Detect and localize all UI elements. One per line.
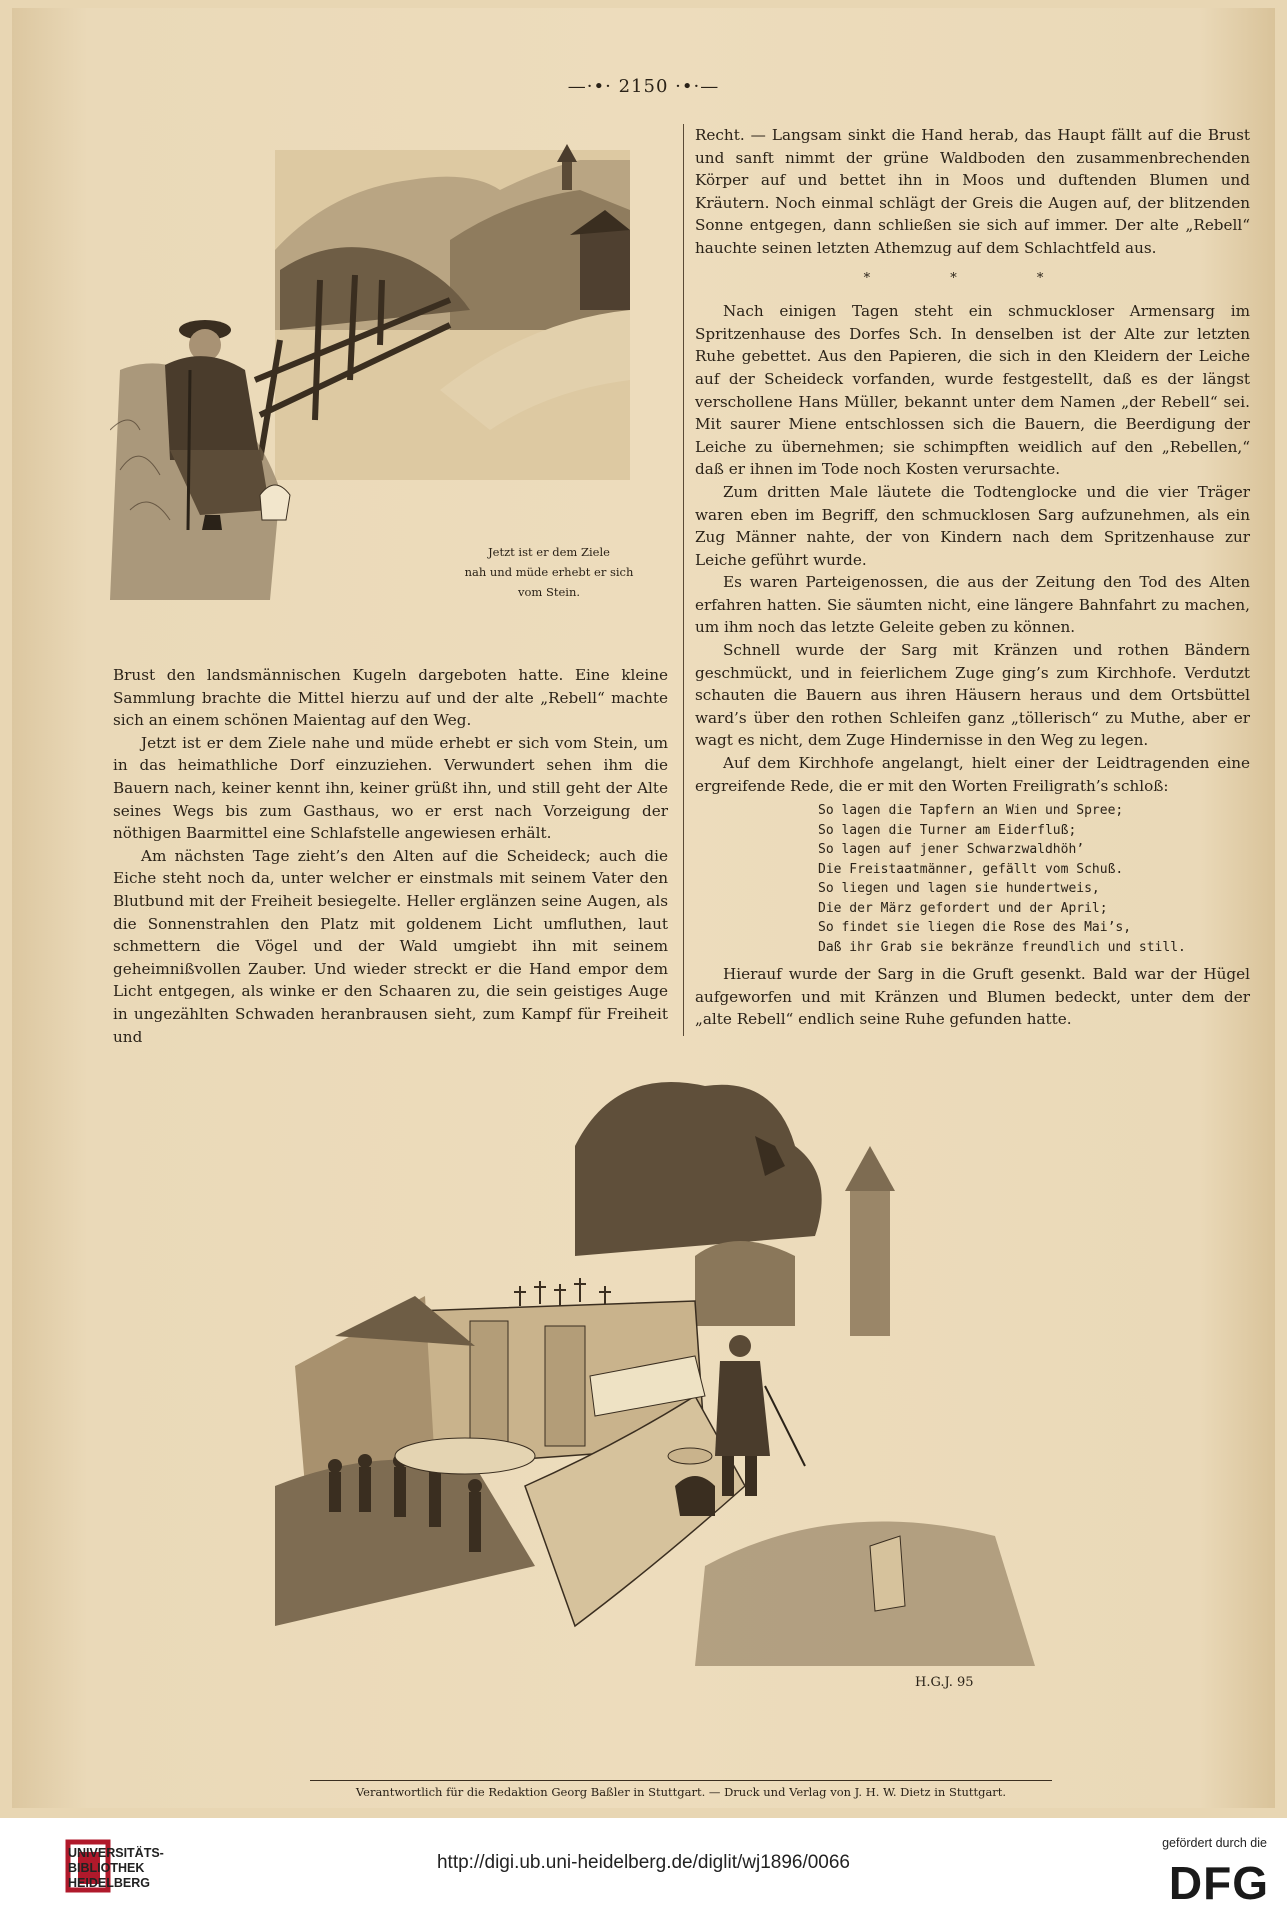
caption-line: Jetzt ist er dem Ziele [488, 545, 610, 559]
poem-line: Die Freistaatmänner, gefällt vom Schuß. [818, 861, 1124, 877]
paragraph: Hierauf wurde der Sarg in die Gruft gesenkt. Bald war der Hügel aufgeworfen und mit Kränzen und Blumen bedeckt, unter dem der „alte Rebell“ endlich seine Ruhe gefunden hatte. [695, 965, 1250, 1029]
column-divider [683, 124, 684, 1036]
poem-line: So findet sie liegen die Rose des Mai’s, [818, 920, 1132, 936]
caption-line: vom Stein. [517, 585, 581, 599]
digitization-url[interactable]: http://digi.ub.uni-heidelberg.de/diglit/wj1896/0066 [436, 1852, 851, 1873]
footer-imprint: Verantwortlich für die Redaktion Georg Baßler in Stuttgart. — Druck und Verlag von J. H. W. Dietz in Stuttgart. [310, 1780, 1052, 1799]
section-stars: * * * [863, 270, 1082, 286]
artist-signature: H.G.J. 95 [915, 1675, 974, 1690]
gate-pillar [470, 1321, 508, 1451]
library-line: HEIDELBERG [68, 1876, 150, 1890]
left-column [113, 664, 668, 1048]
caption-line: nah und müde erhebt er sich [464, 565, 634, 579]
grave-plants [695, 1521, 1035, 1666]
illustration-caption [460, 542, 638, 602]
poem [695, 801, 1250, 957]
large-tree [575, 1082, 822, 1256]
arches [695, 1241, 795, 1326]
poem-line: Die der März gefordert und der April; [818, 900, 1108, 916]
paragraph: Es waren Parteigenossen, die aus der Zeitung den Tod des Alten erfahren hatten. Sie säumten nicht, eine längere Bahnfahrt zu machen, um ihm noch das letzte Geleite geben zu können. [695, 573, 1250, 637]
funding-label: gefördert durch die [1162, 1836, 1267, 1850]
library-line: UNIVERSITÄTS- [68, 1846, 164, 1860]
poem-line: Daß ihr Grab sie bekränze freundlich und still. [818, 939, 1186, 955]
grave-marker [870, 1536, 905, 1611]
poem-line: So lagen auf jener Schwarzwaldhöh’ [818, 842, 1085, 858]
poem-line: So lagen die Tapfern an Wien und Spree; [818, 803, 1124, 819]
illustration-funeral-procession [275, 1066, 1055, 1706]
grave-crosses [514, 1278, 611, 1306]
church-ruin [850, 1186, 890, 1336]
basin [668, 1448, 712, 1464]
paragraph: Recht. — Langsam sinkt die Hand herab, das Haupt fällt auf die Brust und sanft nimmt der grüne Waldboden den zusammenbrechenden Körper auf und bettet ihn in Moos und duftenden Blumen und Kräutern. Noch einmal schlägt der Greis die Augen auf, der blitzenden Sonne entgegen, dann schließen sie sich auf immer. Der alte „Rebell“ hauchte seinen letzten Athemzug auf dem Schlachtfeld aus. [695, 126, 1250, 257]
paragraph: Zum dritten Male läutete die Todtenglocke und die vier Träger waren eben im Begriff, den schmucklosen Sarg aufzunehmen, als ein Zug Männer nahte, der von Kindern nach dem Spritzenhause zur Leiche geführt wurde. [695, 482, 1250, 569]
poem-line: So lagen die Turner am Eiderfluß; [818, 822, 1077, 838]
paragraph: Schnell wurde der Sarg mit Kränzen und rothen Bändern geschmückt, und in feierlichem Zuge ging’s zum Kirchhofe. Verdutzt schauten die Bauern aus ihren Häusern heraus und dem Ortsbüttel ward’s über den rothen Schleifen ganz „töllerisch“ zu Muthe, aber er wagt es nicht, dem Zuge Hindernisse in den Weg zu legen. [695, 641, 1250, 750]
gate-pillar [545, 1326, 585, 1446]
library-line: BIBLIOTHEK [68, 1861, 145, 1875]
paragraph: Brust den landsmännischen Kugeln dargeboten hatte. Eine kleine Sammlung brachte die Mittel hierzu auf und der alte „Rebell“ machte sich an einem schönen Maientag auf den Weg. [113, 666, 668, 730]
village-beadle [715, 1335, 805, 1496]
church-tower [562, 160, 572, 190]
dog [675, 1476, 715, 1516]
paragraph: Am nächsten Tage zieht’s den Alten auf die Scheideck; auch die Eiche steht noch da, unter welcher er einstmals mit seinem Vater den Blutbund mit der Freiheit besiegelte. Heller erglänzen seine Augen, als die Sonnenstrahlen den Platz mit goldenem Licht umfluthen, laut schmettern die Vögel und der Wald umgiebt ihn mit seinem geheimnißvollen Zauber. Und wieder streckt er die Hand empor dem Licht entgegen, als winke er den Schaaren zu, die sein geistiges Auge in ungezählten Schwaden heranbrausen sieht, zum Kampf für Freiheit und [113, 846, 668, 1046]
page-number: —·•· 2150 ·•·— [567, 76, 720, 97]
dfg-logo: DFG [1168, 1857, 1269, 1909]
paragraph: Auf dem Kirchhofe angelangt, hielt einer der Leidtragenden eine ergreifende Rede, die er mit den Worten Freiligrath’s schloß: [695, 754, 1250, 795]
bundle [260, 485, 290, 520]
right-column [695, 124, 1250, 1031]
poem-line: So liegen und lagen sie hundertweis, [818, 881, 1100, 897]
paragraph: Jetzt ist er dem Ziele nahe und müde erhebt er sich vom Stein, um in das heimathliche Dorf einzuziehen. Verwundert sehen ihm die Bauern nach, keiner kennt ihn, keiner grüßt ihn, und still geht der Alte seines Wegs bis zum Gasthaus, wo er erst nach Vorzeigung der nöthigen Baarmittel eine Schlafstelle angewiesen erhält. [113, 733, 668, 843]
paragraph: Nach einigen Tagen steht ein schmuckloser Armensarg im Spritzenhause des Dorfes Sch. In denselben ist der Alte zur letzten Ruhe gebettet. Aus den Papieren, die sich in den Kleidern der Leiche auf der Scheideck vorfanden, wurde festgestellt, daß es der längst verschollene Hans Müller, bekannt unter dem Namen „der Rebell“ sei. Mit saurer Miene entschlossen sich die Bauern, die Beerdigung der Leiche zu übernehmen; sie schimpften weidlich auf den „Rebellen,“ daß er ihnen im Tode noch Kosten verursachte. [695, 302, 1250, 479]
illustration-old-man-by-fence [110, 130, 630, 600]
page-number-value: 2150 [618, 76, 669, 97]
wreath-covered-coffin [395, 1438, 535, 1474]
house [580, 230, 630, 310]
